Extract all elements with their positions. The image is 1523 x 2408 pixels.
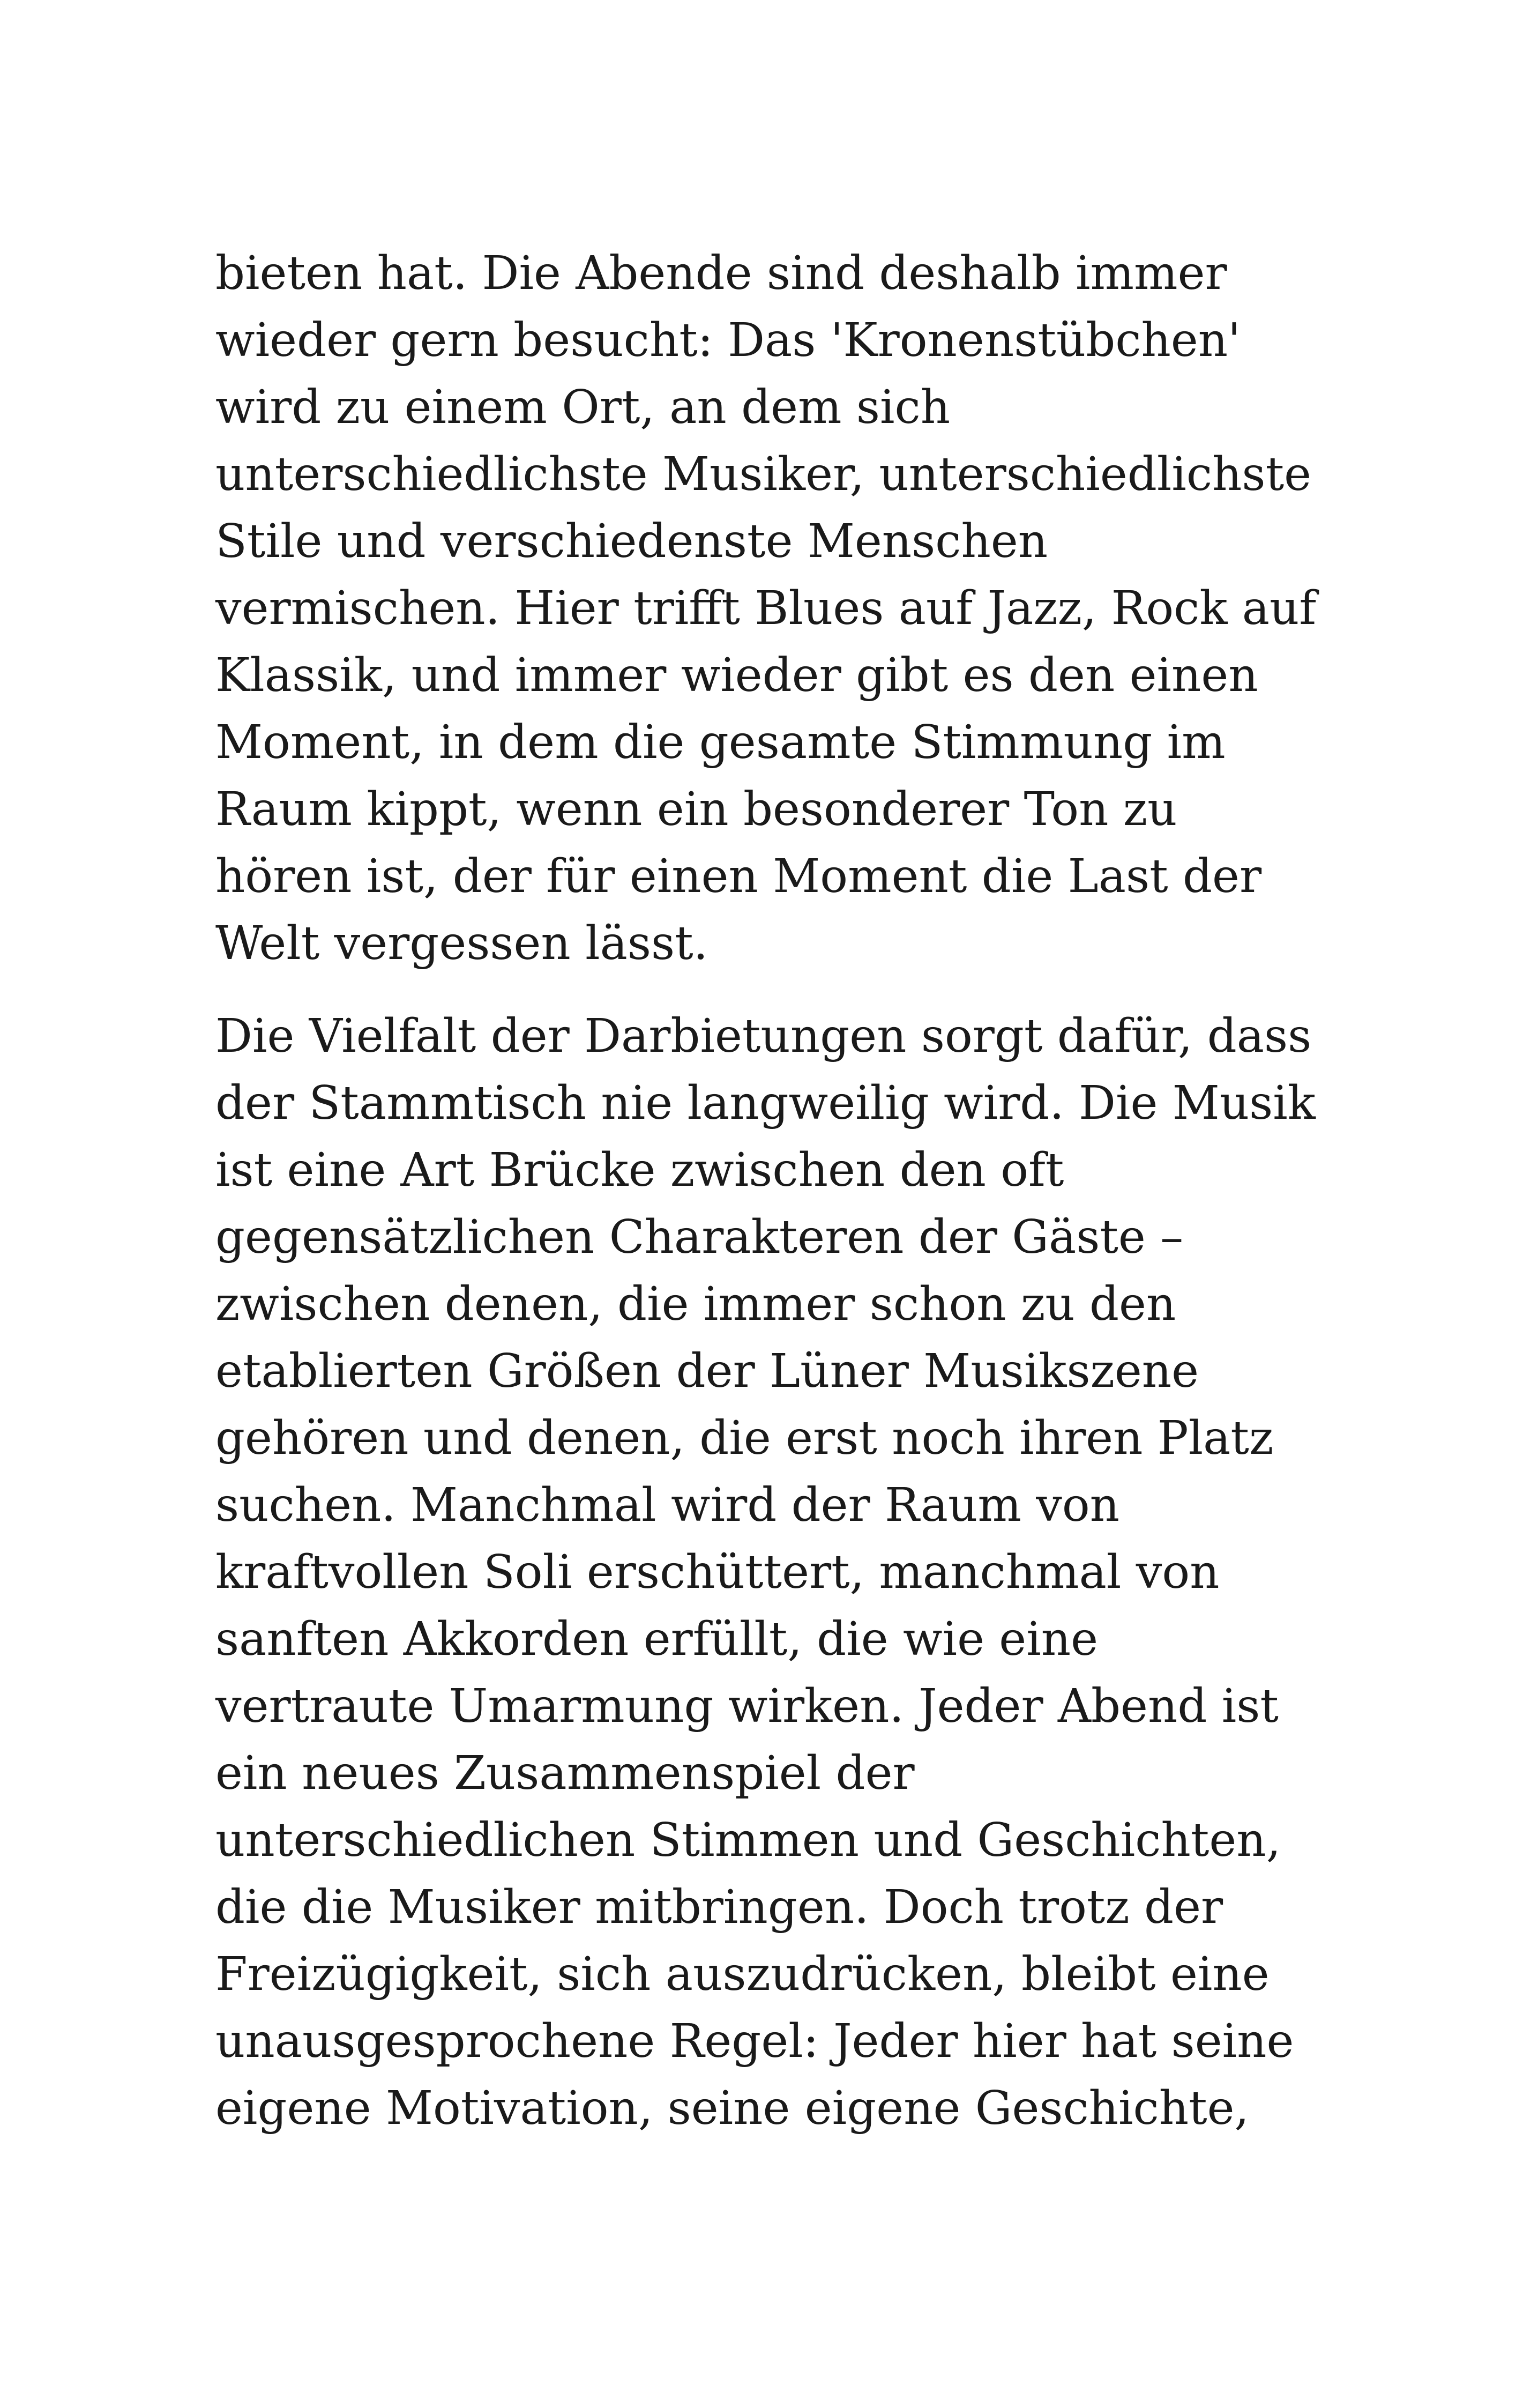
text-line: eigene Motivation, seine eigene Geschichte, <box>215 2082 1249 2135</box>
text-line: Raum kippt, wenn ein besonderer Ton zu <box>215 783 1177 836</box>
paragraph-1 <box>215 240 1319 977</box>
text-line: bieten hat. Die Abende sind deshalb immer <box>215 247 1227 300</box>
text-line: gegensätzlichen Charakteren der Gäste – <box>215 1210 1184 1264</box>
text-line: unausgesprochene Regel: Jeder hier hat seine <box>215 2015 1294 2068</box>
paragraph-2 <box>215 1003 1319 2142</box>
text-line: Die Vielfalt der Darbietungen sorgt dafür, dass <box>215 1009 1312 1063</box>
text-line: wird zu einem Ort, an dem sich <box>215 381 951 434</box>
paragraph-spacing <box>215 977 1319 1003</box>
text-line: zwischen denen, die immer schon zu den <box>215 1277 1176 1331</box>
text-line: suchen. Manchmal wird der Raum von <box>215 1478 1119 1532</box>
text-line: ein neues Zusammenspiel der <box>215 1746 915 1800</box>
text-line: wieder gern besucht: Das 'Kronenstübchen' <box>215 314 1241 367</box>
text-line: vermischen. Hier trifft Blues auf Jazz, Rock auf <box>215 582 1317 635</box>
text-line: sanften Akkorden erfüllt, die wie eine <box>215 1612 1098 1666</box>
body-text <box>215 240 1319 2142</box>
text-line: etablierten Größen der Lüner Musikszene <box>215 1344 1199 1398</box>
text-line: Freizügigkeit, sich auszudrücken, bleibt eine <box>215 1948 1270 2001</box>
text-line: die die Musiker mitbringen. Doch trotz der <box>215 1881 1223 1934</box>
text-line: gehören und denen, die erst noch ihren Platz <box>215 1411 1274 1465</box>
text-line: Stile und verschiedenste Menschen <box>215 515 1048 568</box>
text-line: ist eine Art Brücke zwischen den oft <box>215 1143 1064 1197</box>
text-line: Moment, in dem die gesamte Stimmung im <box>215 716 1226 769</box>
text-line: unterschiedlichste Musiker, unterschiedlichste <box>215 448 1312 501</box>
text-line: Klassik, und immer wieder gibt es den einen <box>215 649 1258 702</box>
text-line: kraftvollen Soli erschüttert, manchmal von <box>215 1545 1220 1599</box>
text-line: vertraute Umarmung wirken. Jeder Abend ist <box>215 1679 1279 1733</box>
text-line: der Stammtisch nie langweilig wird. Die Musik <box>215 1076 1316 1130</box>
text-line: unterschiedlichen Stimmen und Geschichten, <box>215 1814 1281 1867</box>
text-line: Welt vergessen lässt. <box>215 917 708 970</box>
text-line: hören ist, der für einen Moment die Last der <box>215 850 1262 903</box>
